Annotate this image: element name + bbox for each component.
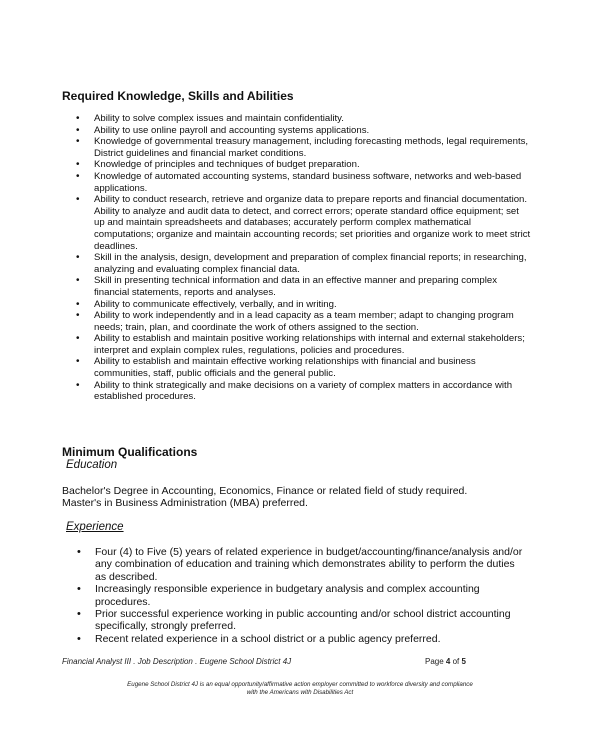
list-item: • Increasingly responsible experience in budgetary analysis and complex accounting procedures. [75,583,525,608]
ada-notice: with the Americans with Disabilities Act [246,689,354,696]
list-item: • Ability to conduct research, retrieve and organize data to prepare reports and financial documentation. Ability to analyze and audit data to detect, and correct errors; operate standard office equipment; set up and maintain spreadsheets and databases; accurately perform complex mathematical computations; organize and maintain accounting records; set priorities and organize work to meet strict deadlines. [72,194,532,252]
min-qualifications-heading: Minimum Qualifications [62,445,198,459]
list-item: • Skill in presenting technical information and data in an effective manner and preparing complex financial statements, reports and analyses. [72,275,532,298]
experience-list [75,546,525,645]
eeo-notice: Eugene School District 4J is an equal opportunity/affirmative action employer committed to workforce diversity and compliance [127,681,473,688]
list-item: • Skill in the analysis, design, development and preparation of complex financial reports; in researching, analyzing and evaluating complex financial data. [72,252,532,275]
ksa-heading: Required Knowledge, Skills and Abilities [62,89,294,103]
page-current: 4 [445,657,451,666]
list-item: • Ability to solve complex issues and maintain confidentiality. [72,113,532,125]
ksa-list [72,113,532,403]
list-item: • Recent related experience in a school district or a public agency preferred. [75,633,525,645]
page-of: of [450,657,462,666]
experience-subheading: Experience [66,521,124,533]
list-item: • Four (4) to Five (5) years of related experience in budget/accounting/finance/analysis and/or any combination of education and training which demonstrates ability to perform the duties as described. [75,546,525,583]
education-line: Master's in Business Administration (MBA) preferred. [62,497,308,509]
list-item: • Ability to establish and maintain effective working relationships with financial and business communities, staff, public officials and the general public. [72,356,532,379]
list-item: • Knowledge of automated accounting systems, standard business software, networks and web-based applications. [72,171,532,194]
education-subheading: Education [66,459,118,471]
list-item: • Ability to work independently and in a lead capacity as a team member; adapt to changing program needs; train, plan, and coordinate the work of others assigned to the section. [72,310,532,333]
page-label: Page [425,657,446,666]
list-item: • Knowledge of principles and techniques of budget preparation. [72,159,532,171]
list-item: • Knowledge of governmental treasury management, including forecasting methods, legal requirements, District guidelines and financial market conditions. [72,136,532,159]
education-line: Bachelor's Degree in Accounting, Economics, Finance or related field of study required. [62,485,468,497]
list-item: • Ability to use online payroll and accounting systems applications. [72,125,532,137]
footer-doc-info: Financial Analyst III . Job Description . Eugene School District 4J [62,657,292,666]
page-total: 5 [461,657,466,666]
footer-page-indicator [425,657,466,666]
list-item: • Ability to establish and maintain positive working relationships with internal and external stakeholders; interpret and explain complex rules, regulations, policies and procedures. [72,333,532,356]
list-item: • Prior successful experience working in public accounting and/or school district accounting specifically, strongly preferred. [75,608,525,633]
list-item: • Ability to communicate effectively, verbally, and in writing. [72,299,532,311]
list-item: • Ability to think strategically and make decisions on a variety of complex matters in accordance with established procedures. [72,380,532,403]
